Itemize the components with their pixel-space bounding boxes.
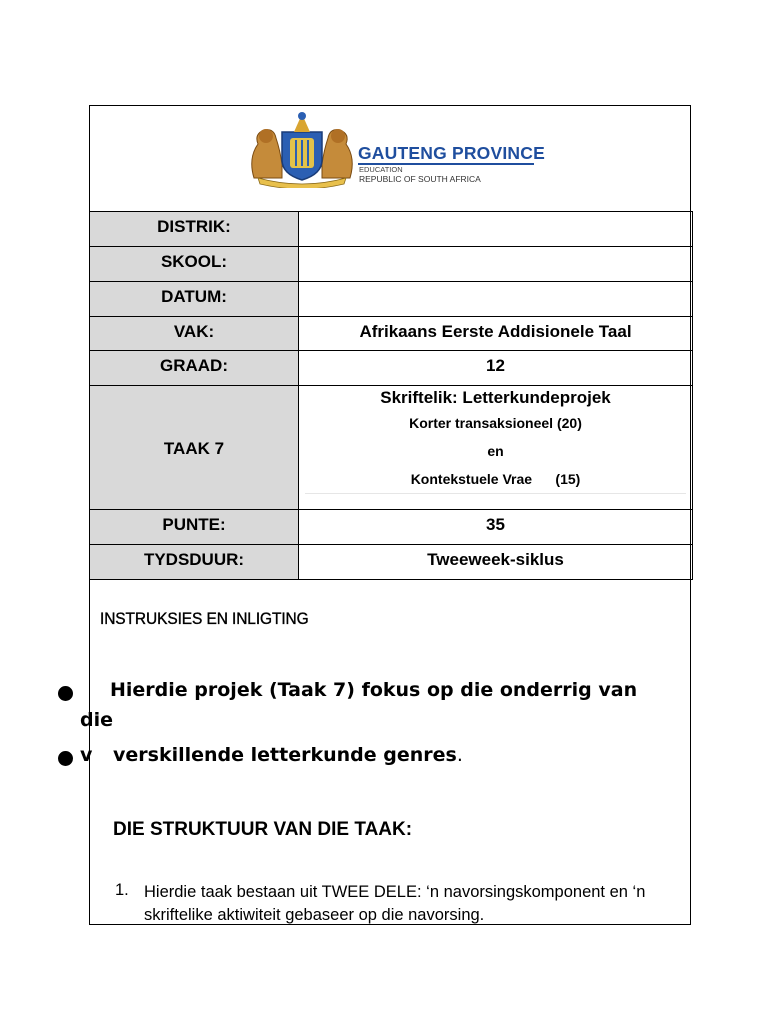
list-item-text: Hierdie taak bestaan uit TWEE DELE: ‘n navorsingskomponent en ‘n skriftelike aktiwiteit gebaseer op die navorsing. bbox=[144, 883, 646, 924]
label-vak: VAK: bbox=[90, 317, 299, 351]
value-punte: 35 bbox=[299, 510, 693, 545]
task-description bbox=[299, 386, 693, 510]
value-datum[interactable] bbox=[299, 282, 693, 317]
value-skool[interactable] bbox=[299, 247, 693, 282]
table-row bbox=[90, 247, 693, 282]
label-taak: TAAK 7 bbox=[90, 386, 299, 510]
table-row bbox=[90, 545, 693, 580]
label-datum: DATUM: bbox=[90, 282, 299, 317]
table-row bbox=[90, 212, 693, 247]
table-row bbox=[90, 351, 693, 386]
task-line-4: Kontekstuele Vrae (15) bbox=[410, 471, 581, 487]
label-punte: PUNTE: bbox=[90, 510, 299, 545]
value-vak: Afrikaans Eerste Addisionele Taal bbox=[299, 317, 693, 351]
list-item-number: 1. bbox=[115, 881, 129, 899]
divider bbox=[305, 493, 686, 494]
bullet-2-prefix: v bbox=[80, 744, 93, 766]
label-tydsduur: TYDSDUUR: bbox=[90, 545, 299, 580]
table-row bbox=[90, 510, 693, 545]
instructions-heading: INSTRUKSIES EN INLIGTING bbox=[100, 610, 309, 629]
structure-heading: DIE STRUKTUUR VAN DIE TAAK: bbox=[113, 819, 413, 840]
bullet-2-text: verskillende letterkunde genres. bbox=[113, 744, 463, 766]
table-row bbox=[90, 317, 693, 351]
logo-subtitle-education: EDUCATION bbox=[359, 165, 403, 174]
task-line-3: en bbox=[487, 443, 504, 459]
value-graad: 12 bbox=[299, 351, 693, 386]
logo-subtitle-country: REPUBLIC OF SOUTH AFRICA bbox=[359, 174, 481, 184]
value-tydsduur: Tweeweek-siklus bbox=[299, 545, 693, 580]
bullet-1-line-2: die bbox=[80, 709, 113, 731]
label-distrik: DISTRIK: bbox=[90, 212, 299, 247]
bullet-1-line-1: Hierdie projek (Taak 7) fokus op die onderrig van bbox=[110, 679, 638, 701]
table-row bbox=[90, 386, 693, 510]
task-line-1: Skriftelik: Letterkundeprojek bbox=[380, 388, 611, 407]
value-distrik[interactable] bbox=[299, 212, 693, 247]
task-line-2: Korter transaksioneel (20) bbox=[409, 415, 582, 431]
logo-title: GAUTENG PROVINCE bbox=[358, 143, 545, 163]
info-table bbox=[89, 211, 693, 580]
bullet-dot bbox=[58, 686, 73, 701]
label-graad: GRAAD: bbox=[90, 351, 299, 386]
bullet-dot bbox=[58, 751, 73, 766]
label-skool: SKOOL: bbox=[90, 247, 299, 282]
table-row bbox=[90, 282, 693, 317]
